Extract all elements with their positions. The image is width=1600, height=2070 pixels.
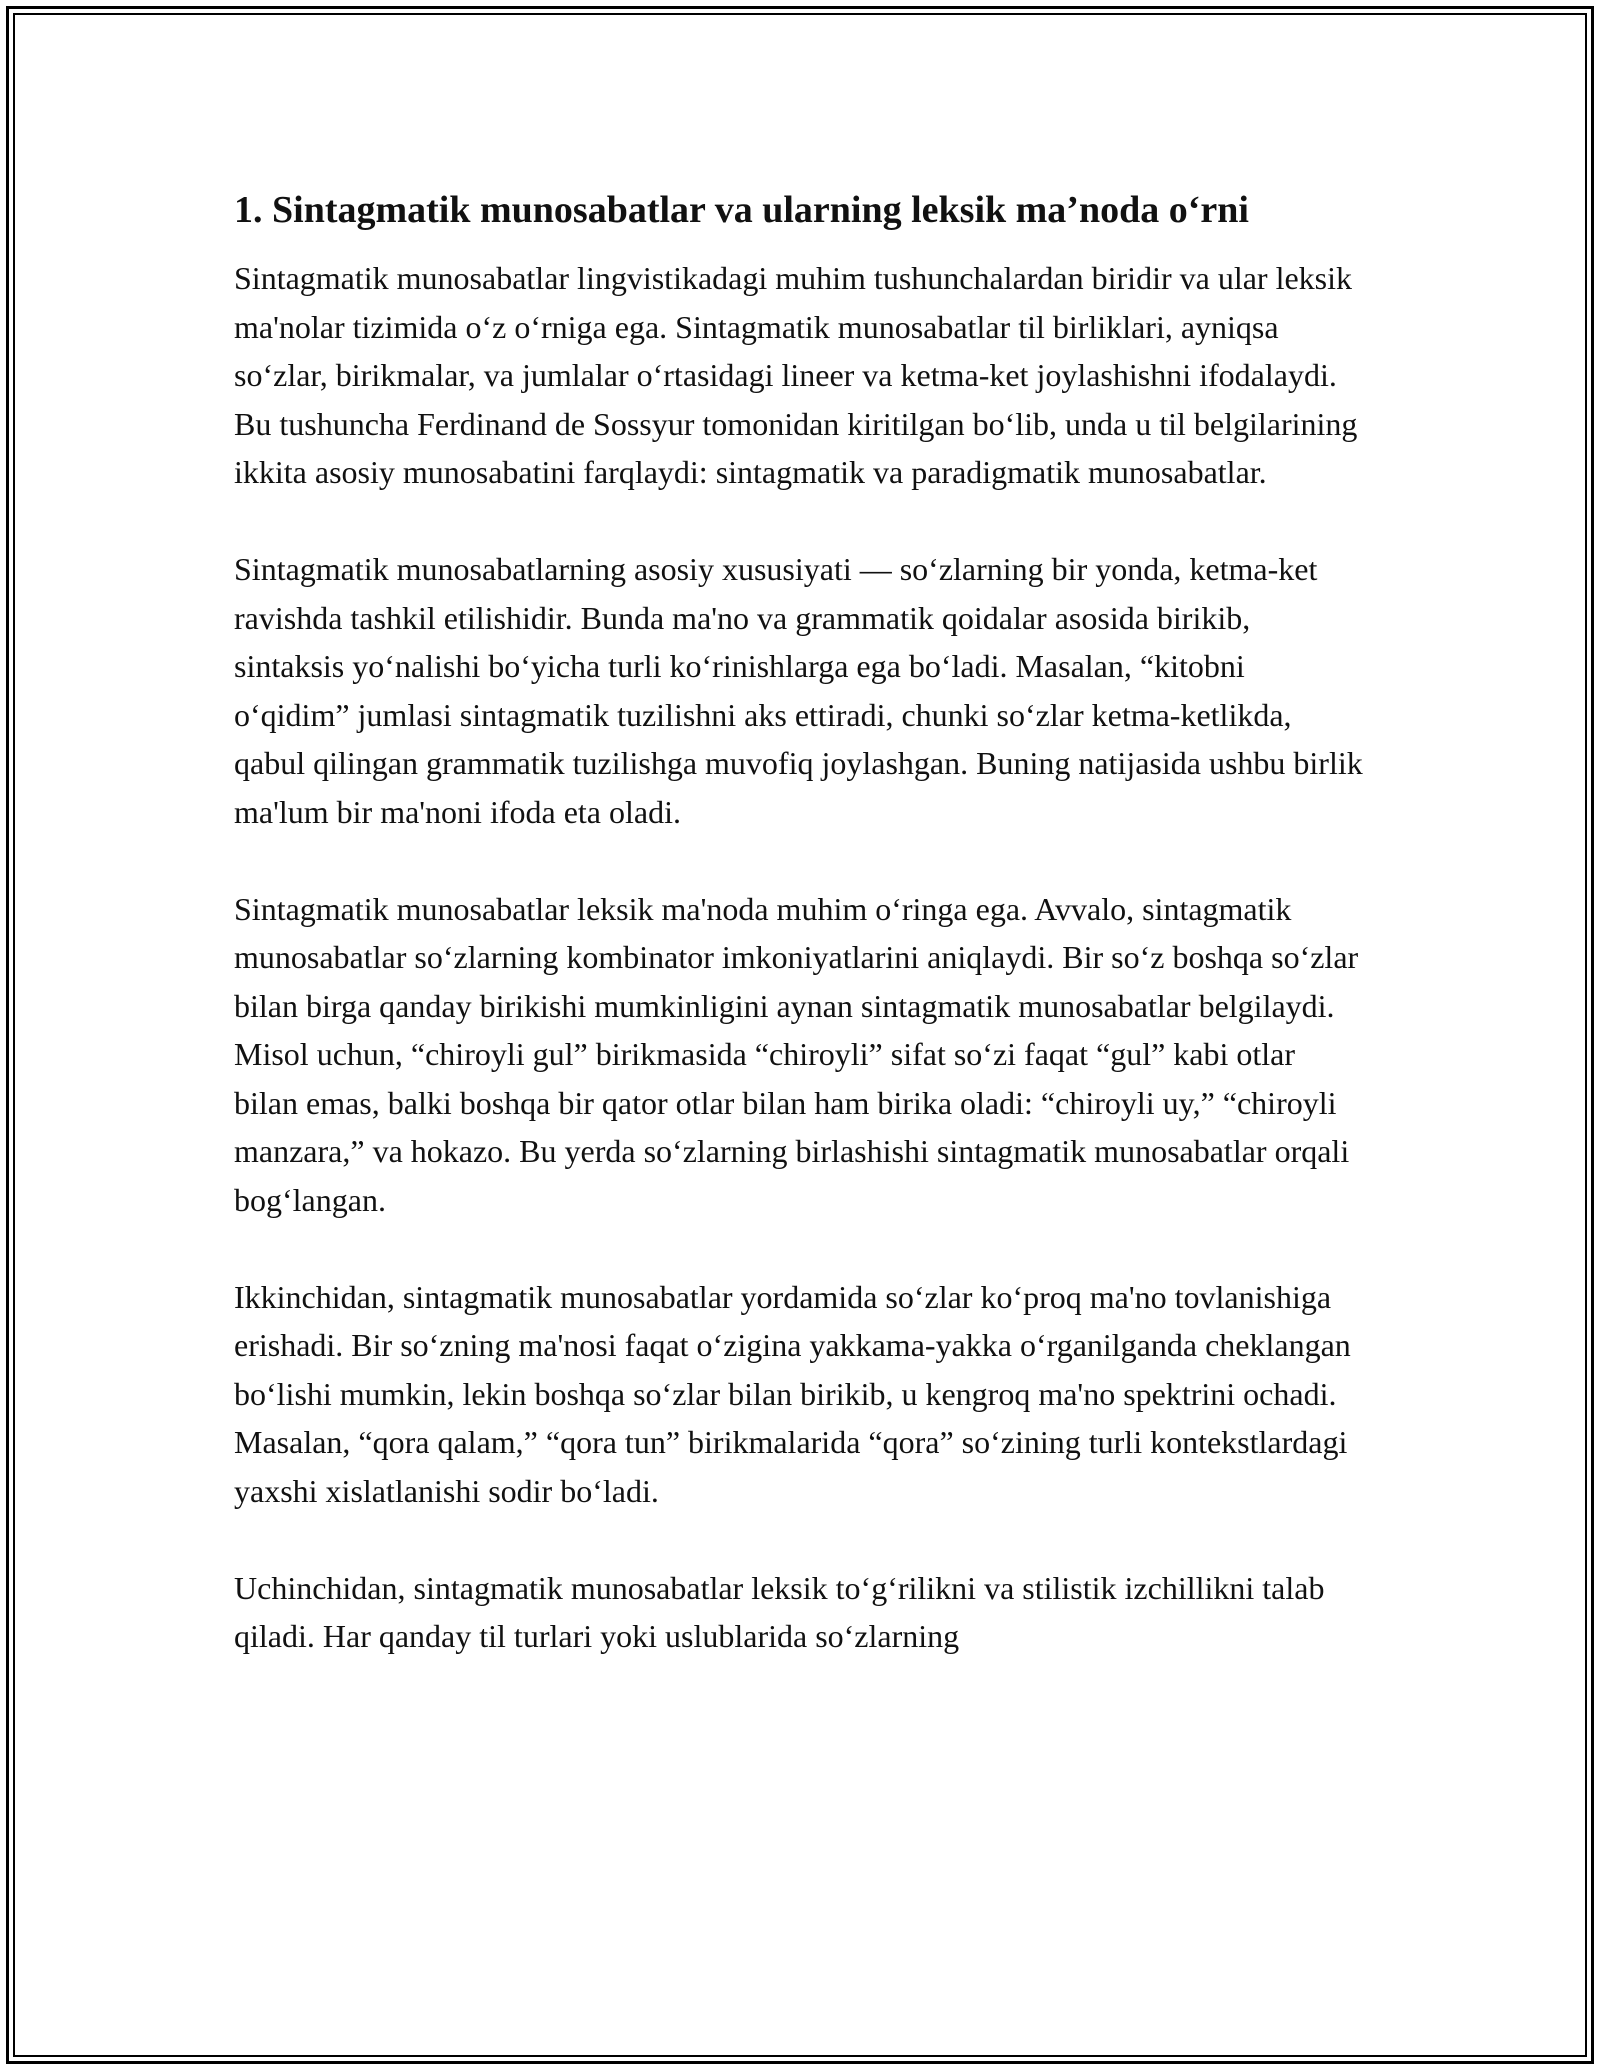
paragraph-1: Sintagmatik munosabatlar lingvistikadagi muhim tushunchalardan biridir va ular leksik ma'nolar tizimida o‘z o‘rniga ega. Sintagmatik munosabatlar til birliklari, ayniqsa so‘zlar, birikmalar, va jumlalar o‘rtasidagi lineer va ketma-ket joylashishni ifodalaydi. Bu tushuncha Ferdinand de Sossyur tomonidan kiritilgan bo‘lib, unda u til belgilarining ikkita asosiy munosabatini farqlaydi: sintagmatik va paradigmatik munosabatlar.: [234, 260, 1358, 490]
paragraph-3: Sintagmatik munosabatlar leksik ma'noda muhim o‘ringa ega. Avvalo, sintagmatik munosabatlar so‘zlarning kombinator imkoniyatlarini aniqlaydi. Bir so‘z boshqa so‘zlar bilan birga qanday birikishi mumkinligini aynan sintagmatik munosabatlar belgilaydi. Misol uchun, “chiroyli gul” birikmasida “chiroyli” sifat so‘zi faqat “gul” kabi otlar bilan emas, balki boshqa bir qator otlar bilan ham birika oladi: “chiroyli uy,” “chiroyli manzara,” va hokazo. Bu yerda so‘zlarning birlashishi sintagmatik munosabatlar orqali bog‘langan.: [234, 890, 1359, 1218]
section-heading: 1. Sintagmatik munosabatlar va ularning leksik ma’noda o‘rni: [234, 189, 1249, 231]
paragraph-4: Ikkinchidan, sintagmatik munosabatlar yordamida so‘zlar ko‘proq ma'no tovlanishiga erishadi. Bir so‘zning ma'nosi faqat o‘zigina yakkama-yakka o‘rganilganda cheklangan bo‘lishi mumkin, lekin boshqa so‘zlar bilan birikib, u kengroq ma'no spektrini ochadi. Masalan, “qora qalam,” “qora tun” birikmalarida “qora” so‘zining turli kontekstlardagi yaxshi xislatlanishi sodir bo‘ladi.: [234, 1278, 1351, 1509]
paragraph-2: Sintagmatik munosabatlarning asosiy xususiyati — so‘zlarning bir yonda, ketma-ket ravishda tashkil etilishidir. Bunda ma'no va grammatik qoidalar asosida birikib, sintaksis yo‘nalishi bo‘yicha turli ko‘rinishlarga ega bo‘ladi. Masalan, “kitobni o‘qidim” jumlasi sintagmatik tuzilishni aks ettiradi, chunki so‘zlar ketma-ketlikda, qabul qilingan grammatik tuzilishga muvofiq joylashgan. Buning natijasida ushbu birlik ma'lum bir ma'noni ifoda eta oladi.: [234, 551, 1363, 830]
document-body: [234, 186, 1364, 1661]
paragraph-5: Uchinchidan, sintagmatik munosabatlar leksik to‘g‘rilikni va stilistik izchillikni talab qiladi. Har qanday til turlari yoki uslublarida so‘zlarning: [234, 1569, 1325, 1654]
